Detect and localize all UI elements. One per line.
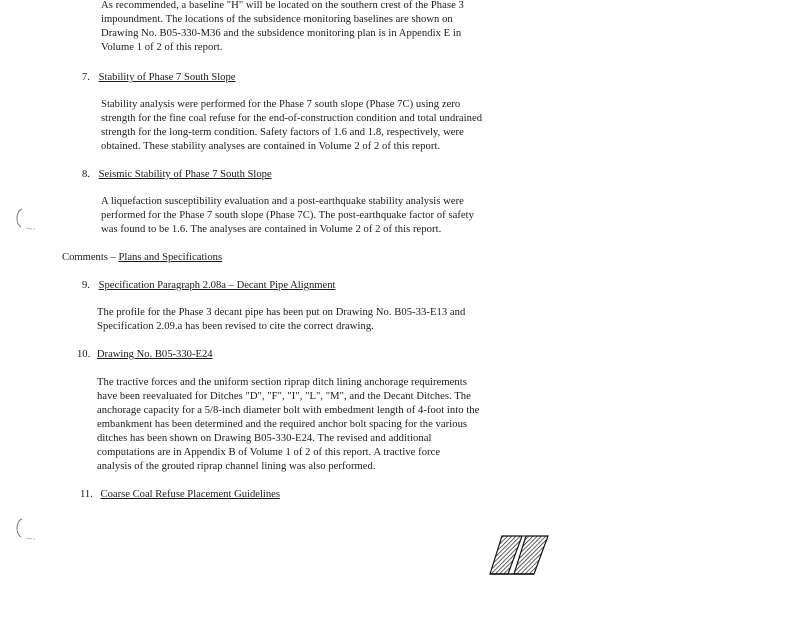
section-prefix: Comments – bbox=[62, 252, 119, 263]
text-line: performed for the Phase 7 south slope (Phase 7C). The post-earthquake factor of safety bbox=[101, 210, 475, 221]
item-number: 10. bbox=[77, 349, 91, 360]
item-heading: Stability of Phase 7 South Slope bbox=[98, 72, 236, 83]
punch-hole-mark-icon bbox=[12, 515, 38, 543]
text-line: have been reevaluated for Ditches "D", "F", "I", "L", "M", and the Decant Ditches. The bbox=[97, 391, 471, 402]
text-line: obtained. These stability analyses are contained in Volume 2 of 2 of this report. bbox=[101, 141, 441, 152]
text-line: impoundment. The locations of the subsidence monitoring baselines are shown on bbox=[101, 14, 453, 25]
item-number: 11. bbox=[80, 489, 93, 500]
text-line: was found to be 1.6. The analyses are contained in Volume 2 of 2 of this report. bbox=[101, 224, 442, 235]
section-heading bbox=[62, 251, 222, 265]
item-number: 9. bbox=[82, 280, 90, 291]
text-line: A liquefaction susceptibility evaluation and a post-earthquake stability analysis were bbox=[101, 196, 464, 207]
text-line: strength for the long-term condition. Safety factors of 1.6 and 1.8, respectively, were bbox=[101, 127, 464, 138]
text-line: strength for the fine coal refuse for the end-of-construction condition and total undrained bbox=[101, 113, 483, 124]
text-line: As recommended, a baseline "H" will be located on the southern crest of the Phase 3 bbox=[101, 0, 464, 11]
text-line: anchorage capacity for a 5/8-inch diameter bolt with embedment length of 4-foot into the bbox=[97, 405, 480, 416]
item-heading: Coarse Coal Refuse Placement Guidelines bbox=[100, 489, 280, 500]
text-line: Stability analysis were performed for the Phase 7 south slope (Phase 7C) using zero bbox=[101, 99, 461, 110]
text-line: embankment has been determined and the required anchor bolt spacing for the various bbox=[97, 419, 468, 430]
item-heading: Seismic Stability of Phase 7 South Slope bbox=[98, 169, 272, 180]
item-heading: Drawing No. B05-330-E24 bbox=[96, 349, 213, 360]
logo-stamp-icon bbox=[488, 534, 552, 576]
item-heading: Specification Paragraph 2.08a – Decant Pipe Alignment bbox=[98, 280, 336, 291]
text-line: Volume 1 of 2 of this report. bbox=[101, 42, 223, 53]
text-line: computations are in Appendix B of Volume 1 of 2 of this report. A tractive force bbox=[97, 447, 441, 458]
section-title: Plans and Specifications bbox=[118, 252, 223, 263]
text-line: Drawing No. B05-330-M36 and the subsidence monitoring plan is in Appendix E in bbox=[101, 28, 462, 39]
text-line: The tractive forces and the uniform section riprap ditch lining anchorage requirements bbox=[97, 377, 467, 388]
text-line: analysis of the grouted riprap channel lining was also performed. bbox=[97, 461, 376, 472]
text-line: The profile for the Phase 3 decant pipe has been put on Drawing No. B05-33-E13 and bbox=[97, 307, 466, 318]
item-number: 7. bbox=[82, 72, 90, 83]
item-number: 8. bbox=[82, 169, 90, 180]
text-line: Specification 2.09.a has been revised to cite the correct drawing. bbox=[97, 321, 374, 332]
text-line: ditches has been shown on Drawing B05-330-E24. The revised and additional bbox=[97, 433, 432, 444]
punch-hole-mark-icon bbox=[12, 205, 38, 233]
